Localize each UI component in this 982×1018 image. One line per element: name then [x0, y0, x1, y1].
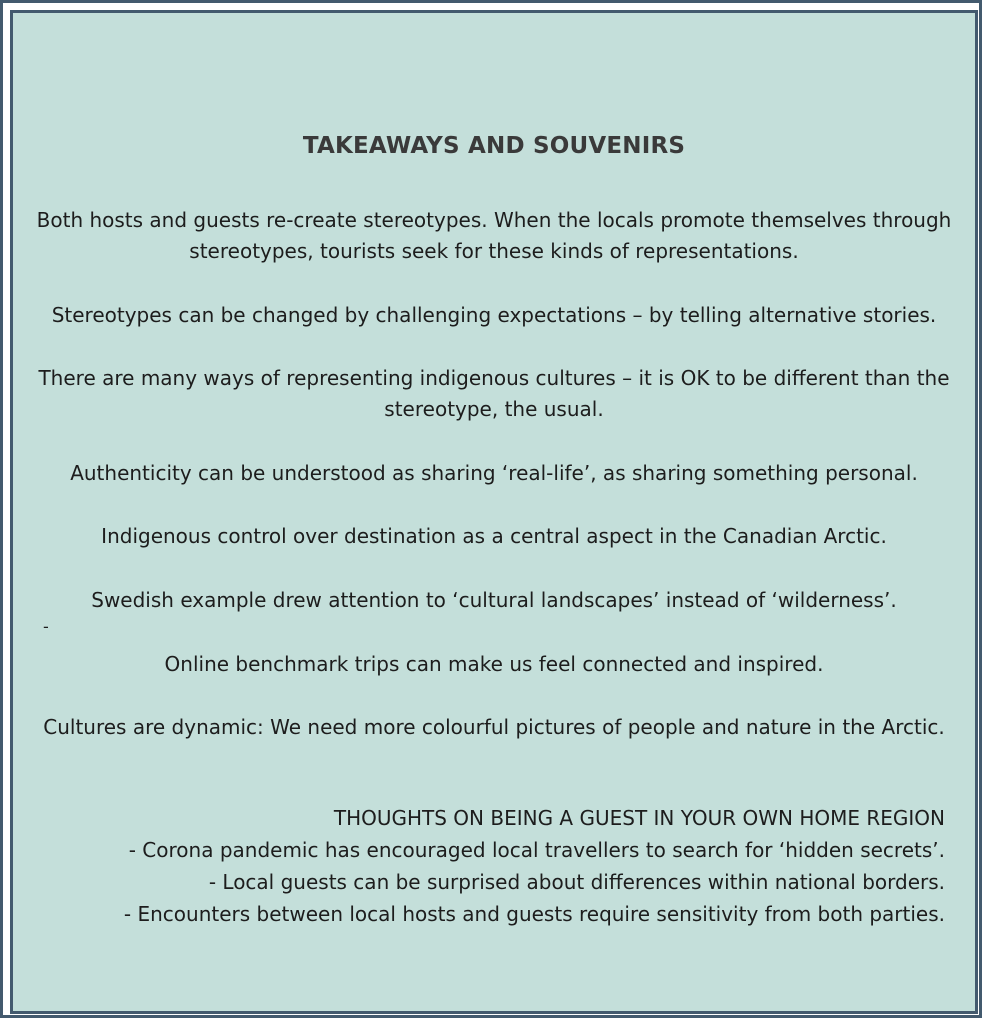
paragraph-stereotypes-hosts-guests: Both hosts and guests re-create stereotypes. When the locals promote themselves through stereotypes, tourists seek for these kinds of representations.: [36, 208, 952, 263]
thoughts-item: - Encounters between local hosts and guests require sensitivity from both parties.: [123, 902, 945, 926]
thoughts-item: - Corona pandemic has encouraged local travellers to search for ‘hidden secrets’.: [128, 838, 945, 862]
thoughts-item: - Local guests can be surprised about differences within national borders.: [208, 870, 945, 894]
paragraph-indigenous-control: Indigenous control over destination as a central aspect in the Canadian Arctic.: [101, 524, 887, 548]
paragraph-challenging-expectations: Stereotypes can be changed by challenging expectations – by telling alternative stories.: [51, 303, 937, 327]
paragraph-representing-cultures: There are many ways of representing indigenous cultures – it is OK to be different than the stereotype, the usual.: [38, 366, 950, 421]
stray-dash: -: [43, 617, 49, 636]
inner-panel: [10, 10, 978, 1014]
document-content: [13, 13, 975, 1011]
paragraph-swedish-example: Swedish example drew attention to ‘cultural landscapes’ instead of ‘wilderness’.: [91, 588, 897, 612]
thoughts-heading: THOUGHTS ON BEING A GUEST IN YOUR OWN HOME REGION: [333, 806, 945, 830]
page-title: TAKEAWAYS AND SOUVENIRS: [302, 133, 686, 159]
paragraph-online-benchmark: Online benchmark trips can make us feel connected and inspired.: [164, 652, 824, 676]
thoughts-section: [45, 802, 945, 930]
paragraph-authenticity: Authenticity can be understood as sharing ‘real-life’, as sharing something personal.: [70, 461, 918, 485]
paragraph-cultures-dynamic: Cultures are dynamic: We need more colourful pictures of people and nature in the Arctic.: [43, 715, 945, 739]
